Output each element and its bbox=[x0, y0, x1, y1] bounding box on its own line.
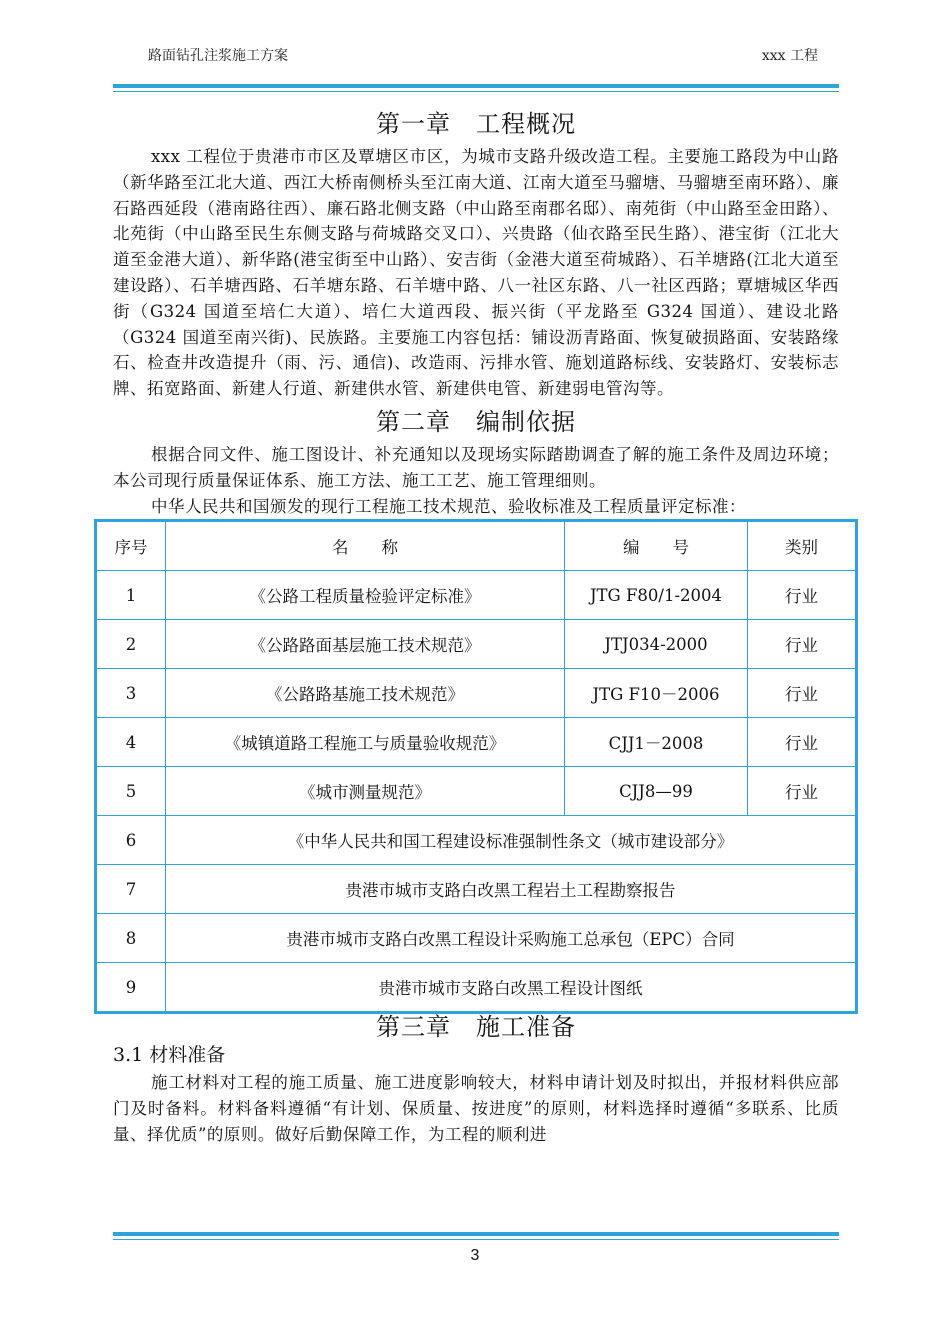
table-row bbox=[97, 571, 856, 620]
table-row bbox=[97, 620, 856, 669]
cell-category: 行业 bbox=[748, 767, 856, 816]
chapter1-paragraph: xxx 工程位于贵港市市区及覃塘区市区，为城市支路升级改造工程。主要施工路段为中山路（新华路至江北大道、西江大桥南侧桥头至江南大道、江南大道至马骝塘、马骝塘至南环路）、廉石路西延段（港南路往西）、廉石路北侧支路（中山路至南郡名邸）、南苑街（中山路至金田路）、北苑街（中山路至民生东侧支路与荷城路交叉口）、兴贵路（仙衣路至民生路）、港宝街（江北大道至金港大道）、新华路(港宝街至中山路）、安吉街（金港大道至荷城路）、石羊塘路(江北大道至建设路）、石羊塘西路、石羊塘东路、石羊塘中路、八一社区东路、八一社区西路；覃塘城区华西街（G324 国道至培仁大道）、培仁大道西段、振兴街（平龙路至 G324 国道）、建设北路（G324 国道至南兴街)、民族路。主要施工内容包括：铺设沥青路面、恢复破损路面、安装路缘石、检查井改造提升（雨、污、通信)、改造雨、污排水管、施划道路标线、安装路灯、安装标志牌、拓宽路面、新建人行道、新建供水管、新建供电管、新建弱电管沟等。 bbox=[113, 147, 839, 399]
table-header-row bbox=[97, 522, 856, 571]
page-body bbox=[113, 104, 839, 1148]
cell-index: 7 bbox=[97, 865, 166, 914]
cell-category: 行业 bbox=[748, 718, 856, 767]
cell-name: 《城市测量规范》 bbox=[166, 767, 565, 816]
cell-category: 行业 bbox=[748, 571, 856, 620]
col-category-header: 类别 bbox=[748, 522, 856, 571]
cell-name-wide: 贵港市城市支路白改黑工程岩土工程勘察报告 bbox=[166, 865, 856, 914]
cell-index: 3 bbox=[97, 669, 166, 718]
table-row bbox=[97, 963, 856, 1012]
cell-index: 5 bbox=[97, 767, 166, 816]
header-rule bbox=[113, 84, 839, 92]
table-row bbox=[97, 865, 856, 914]
chapter3-paragraph: 施工材料对工程的施工质量、施工进度影响较大，材料申请计划及时拟出，并报材料供应部门及时备料。材料备料遵循“有计划、保质量、按进度”的原则，材料选择时遵循“多联系、比质量、择优质”的原则。做好后勤保障工作，为工程的顺利进 bbox=[113, 1073, 839, 1144]
cell-code: CJJ8—99 bbox=[565, 767, 748, 816]
header-doc-title: 路面钻孔注浆施工方案 bbox=[148, 48, 288, 64]
cell-index: 4 bbox=[97, 718, 166, 767]
col-code-header: 编 号 bbox=[565, 522, 748, 571]
table-row bbox=[97, 718, 856, 767]
cell-category: 行业 bbox=[748, 620, 856, 669]
table-row bbox=[97, 767, 856, 816]
cell-code: CJJ1－2008 bbox=[565, 718, 748, 767]
col-index-header: 序号 bbox=[97, 522, 166, 571]
cell-index: 8 bbox=[97, 914, 166, 963]
cell-index: 9 bbox=[97, 963, 166, 1012]
cell-index: 2 bbox=[97, 620, 166, 669]
table-row bbox=[97, 914, 856, 963]
cell-name: 《城镇道路工程施工与质量验收规范》 bbox=[166, 718, 565, 767]
cell-name-wide: 《中华人民共和国工程建设标准强制性条文（城市建设部分》 bbox=[166, 816, 856, 865]
cell-index: 1 bbox=[97, 571, 166, 620]
table-row bbox=[97, 669, 856, 718]
cell-category: 行业 bbox=[748, 669, 856, 718]
chapter3-title: 第三章 施工准备 bbox=[376, 1013, 576, 1042]
cell-name: 《公路路面基层施工技术规范》 bbox=[166, 620, 565, 669]
cell-name: 《公路路基施工技术规范》 bbox=[166, 669, 565, 718]
cell-name-wide: 贵港市城市支路白改黑工程设计采购施工总承包（EPC）合同 bbox=[166, 914, 856, 963]
chapter2-title: 第二章 编制依据 bbox=[376, 407, 576, 436]
footer-rule bbox=[113, 1232, 839, 1240]
chapter2-paragraph-2: 中华人民共和国颁发的现行工程施工技术规范、验收标准及工程质量评定标准： bbox=[151, 496, 746, 516]
chapter1-title: 第一章 工程概况 bbox=[376, 110, 576, 138]
col-name-header: 名 称 bbox=[166, 522, 565, 571]
cell-index: 6 bbox=[97, 816, 166, 865]
section-3-1-title: 3.1 材料准备 bbox=[113, 1044, 226, 1067]
table-row bbox=[97, 816, 856, 865]
page-number: 3 bbox=[470, 1247, 480, 1264]
standards-table bbox=[94, 519, 858, 1014]
chapter2-paragraph-1: 根据合同文件、施工图设计、补充通知以及现场实际踏勘调查了解的施工条件及周边环境；本公司现行质量保证体系、施工方法、施工工艺、施工管理细则。 bbox=[113, 444, 839, 490]
cell-code: JTJ034-2000 bbox=[565, 620, 748, 669]
cell-name-wide: 贵港市城市支路白改黑工程设计图纸 bbox=[166, 963, 856, 1012]
cell-code: JTG F80/1-2004 bbox=[565, 571, 748, 620]
cell-name: 《公路工程质量检验评定标准》 bbox=[166, 571, 565, 620]
header-project-name: xxx 工程 bbox=[761, 48, 818, 64]
cell-code: JTG F10－2006 bbox=[565, 669, 748, 718]
page-header bbox=[148, 45, 818, 69]
